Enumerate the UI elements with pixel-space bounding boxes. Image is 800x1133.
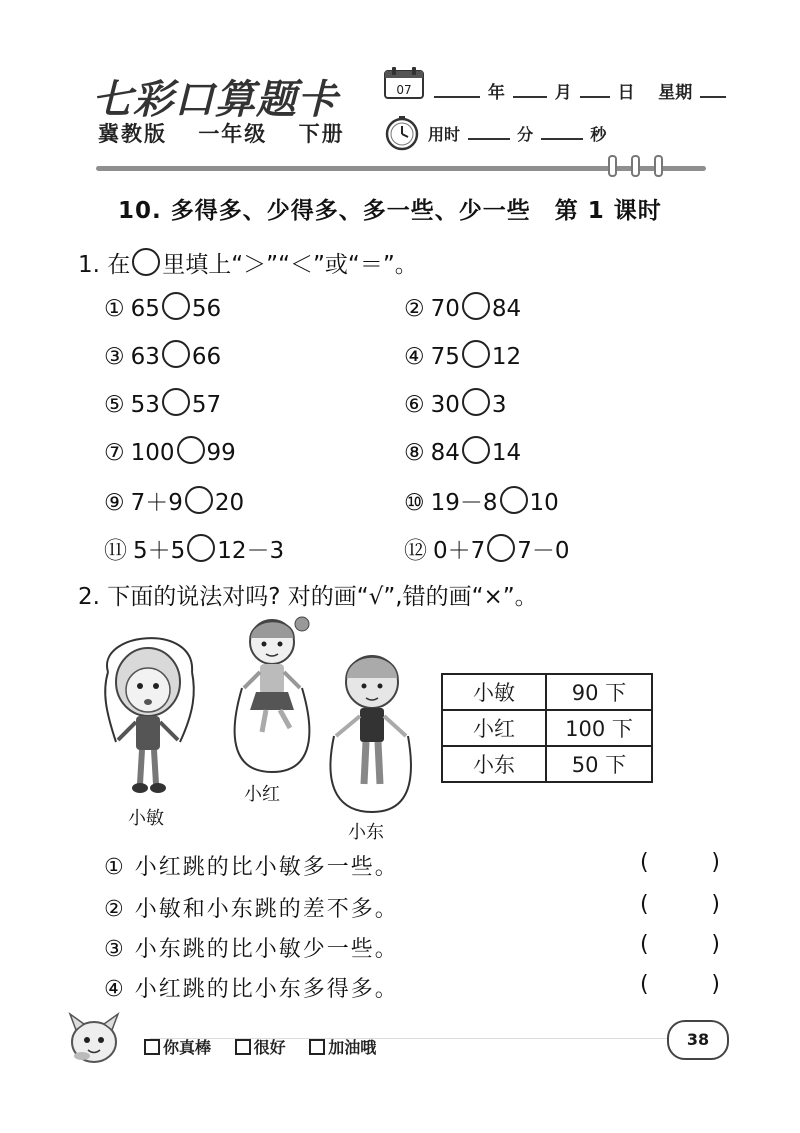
table-cell-name: 小红 bbox=[442, 710, 546, 746]
question-2-prompt: 2. 下面的说法对吗? 对的画“√”,错的画“×”。 bbox=[78, 584, 538, 610]
prompt-pre: 在 bbox=[107, 252, 131, 278]
left-expression: 100 bbox=[130, 440, 175, 466]
second-blank[interactable] bbox=[541, 122, 583, 140]
rating-option-keep-going[interactable]: 加油哦 bbox=[309, 1038, 376, 1057]
paren-open: ( bbox=[640, 932, 649, 957]
answer-parentheses[interactable] bbox=[640, 932, 720, 957]
label-xiaodong: 小东 bbox=[348, 822, 384, 843]
answer-circle[interactable] bbox=[185, 486, 213, 514]
left-expression: 63 bbox=[130, 344, 160, 370]
day-blank[interactable] bbox=[580, 80, 610, 98]
answer-circle[interactable] bbox=[462, 388, 490, 416]
month-blank[interactable] bbox=[513, 80, 547, 98]
day-label: 日 bbox=[617, 83, 635, 103]
right-expression: 56 bbox=[191, 296, 222, 322]
item-marker: ⑦ bbox=[104, 440, 125, 466]
right-expression: 14 bbox=[491, 440, 522, 466]
item-marker: ⑩ bbox=[404, 490, 425, 516]
clock-icon bbox=[384, 115, 420, 151]
volume: 下册 bbox=[298, 122, 345, 146]
answer-circle[interactable] bbox=[462, 436, 490, 464]
left-expression: 53 bbox=[130, 392, 160, 418]
item-marker: ⑥ bbox=[404, 392, 425, 418]
year-label: 年 bbox=[487, 83, 505, 103]
right-expression: 20 bbox=[214, 490, 245, 516]
brand-name: 七彩口算题卡 bbox=[92, 76, 338, 123]
time-used-label: 用时 bbox=[428, 125, 461, 144]
answer-circle[interactable] bbox=[462, 292, 490, 320]
lesson-title: 10. 多得多、少得多、多一些、少一些 第 1 课时 bbox=[118, 198, 662, 224]
item-marker: ⑤ bbox=[104, 392, 125, 418]
rating-option-good[interactable]: 很好 bbox=[235, 1038, 286, 1057]
statement-marker: ① bbox=[104, 855, 126, 880]
answer-circle[interactable] bbox=[162, 388, 190, 416]
right-expression: 84 bbox=[491, 296, 522, 322]
question-1-number: 1. bbox=[78, 252, 100, 278]
year-blank[interactable] bbox=[434, 80, 480, 98]
minute-blank[interactable] bbox=[468, 122, 510, 140]
paren-open: ( bbox=[640, 850, 649, 875]
comparison-item bbox=[404, 436, 521, 466]
table-row bbox=[442, 746, 652, 782]
answer-parentheses[interactable] bbox=[640, 972, 720, 997]
statement-marker: ④ bbox=[104, 977, 126, 1002]
statement-marker: ③ bbox=[104, 937, 126, 962]
question-1-prompt bbox=[78, 246, 418, 279]
checkbox-icon[interactable] bbox=[235, 1039, 251, 1055]
comparison-item bbox=[104, 484, 244, 517]
left-expression: 75 bbox=[430, 344, 460, 370]
right-expression: 12－3 bbox=[217, 538, 285, 564]
self-rating bbox=[144, 1035, 394, 1058]
right-expression: 10 bbox=[529, 490, 559, 516]
right-expression: 12 bbox=[491, 344, 522, 370]
item-marker: ⑫ bbox=[404, 538, 427, 564]
table-cell-name: 小敏 bbox=[442, 674, 546, 710]
answer-circle[interactable] bbox=[162, 292, 190, 320]
comparison-item bbox=[404, 388, 507, 418]
table-cell-name: 小东 bbox=[442, 746, 546, 782]
girl-xiaohong-figure bbox=[235, 617, 310, 772]
answer-parentheses[interactable] bbox=[640, 850, 720, 875]
paren-close: ) bbox=[711, 850, 720, 875]
answer-parentheses[interactable] bbox=[640, 892, 720, 917]
table-cell-count: 50 下 bbox=[546, 746, 652, 782]
statement-text: 小红跳的比小东多得多。 bbox=[134, 977, 399, 1002]
statement-item bbox=[104, 850, 399, 881]
answer-circle[interactable] bbox=[462, 340, 490, 368]
label-xiaohong: 小红 bbox=[244, 784, 280, 805]
edition-info bbox=[98, 118, 367, 148]
left-expression: 5＋5 bbox=[133, 538, 186, 564]
minute-label: 分 bbox=[517, 125, 534, 144]
left-expression: 70 bbox=[430, 296, 460, 322]
paren-open: ( bbox=[640, 892, 649, 917]
jump-count-table bbox=[441, 673, 653, 783]
statement-item bbox=[104, 932, 399, 963]
right-expression: 57 bbox=[191, 392, 222, 418]
item-marker: ⑧ bbox=[404, 440, 425, 466]
answer-circle[interactable] bbox=[177, 436, 205, 464]
edition: 冀教版 bbox=[98, 122, 167, 146]
paren-close: ) bbox=[711, 932, 720, 957]
statement-text: 小红跳的比小敏多一些。 bbox=[134, 855, 399, 880]
right-expression: 3 bbox=[491, 392, 507, 418]
comparison-item bbox=[104, 292, 221, 322]
paren-close: ) bbox=[711, 892, 720, 917]
left-expression: 30 bbox=[430, 392, 460, 418]
comparison-item bbox=[104, 436, 236, 466]
girl-xiaomin-figure bbox=[105, 638, 194, 793]
statement-item bbox=[104, 892, 399, 923]
calendar-number: 07 bbox=[396, 83, 412, 97]
right-expression: 7－0 bbox=[517, 538, 570, 564]
second-label: 秒 bbox=[590, 125, 607, 144]
time-fill-line bbox=[428, 122, 606, 145]
comparison-item bbox=[104, 340, 221, 370]
calendar-icon bbox=[383, 66, 425, 100]
item-marker: ③ bbox=[104, 344, 125, 370]
checkbox-icon[interactable] bbox=[309, 1039, 325, 1055]
table-cell-count: 100 下 bbox=[546, 710, 652, 746]
paren-open: ( bbox=[640, 972, 649, 997]
mascot-icon bbox=[62, 1006, 128, 1068]
grade: 一年级 bbox=[198, 122, 268, 146]
checkbox-icon[interactable] bbox=[144, 1039, 160, 1055]
brand-title bbox=[92, 68, 338, 125]
comparison-item bbox=[404, 292, 521, 322]
right-expression: 66 bbox=[191, 344, 222, 370]
answer-circle[interactable] bbox=[487, 534, 515, 562]
statement-text: 小东跳的比小敏少一些。 bbox=[134, 937, 399, 962]
weekday-blank[interactable] bbox=[700, 80, 726, 98]
table-row bbox=[442, 674, 652, 710]
label-xiaomin: 小敏 bbox=[128, 808, 164, 829]
paren-close: ) bbox=[711, 972, 720, 997]
statement-marker: ② bbox=[104, 897, 126, 922]
comparison-item bbox=[404, 340, 521, 370]
prompt-post: 里填上“＞”“＜”或“＝”。 bbox=[162, 252, 418, 278]
comparison-item bbox=[104, 532, 284, 565]
comparison-item bbox=[104, 388, 221, 418]
answer-circle[interactable] bbox=[162, 340, 190, 368]
left-expression: 0＋7 bbox=[433, 538, 486, 564]
statement-item bbox=[104, 972, 399, 1003]
binder-rings-icon bbox=[605, 154, 675, 178]
left-expression: 65 bbox=[130, 296, 160, 322]
boy-xiaodong-figure bbox=[330, 656, 411, 812]
item-marker: ⑨ bbox=[104, 490, 125, 516]
rating-option-great[interactable]: 你真棒 bbox=[144, 1038, 211, 1057]
answer-circle[interactable] bbox=[187, 534, 215, 562]
left-expression: 7＋9 bbox=[130, 490, 183, 516]
weekday-label: 星期 bbox=[658, 83, 693, 103]
left-expression: 84 bbox=[430, 440, 460, 466]
comparison-item bbox=[404, 532, 570, 565]
item-marker: ④ bbox=[404, 344, 425, 370]
item-marker: ① bbox=[104, 296, 125, 322]
month-label: 月 bbox=[554, 83, 572, 103]
right-expression: 99 bbox=[206, 440, 236, 466]
page-number: 38 bbox=[667, 1020, 729, 1060]
item-marker: ⑪ bbox=[104, 538, 127, 564]
left-expression: 19－8 bbox=[430, 490, 498, 516]
date-fill-line bbox=[432, 78, 728, 103]
circle-icon bbox=[132, 248, 160, 276]
table-row bbox=[442, 710, 652, 746]
comparison-item bbox=[404, 484, 559, 517]
answer-circle[interactable] bbox=[500, 486, 528, 514]
statement-text: 小敏和小东跳的差不多。 bbox=[134, 897, 399, 922]
item-marker: ② bbox=[404, 296, 425, 322]
table-cell-count: 90 下 bbox=[546, 674, 652, 710]
